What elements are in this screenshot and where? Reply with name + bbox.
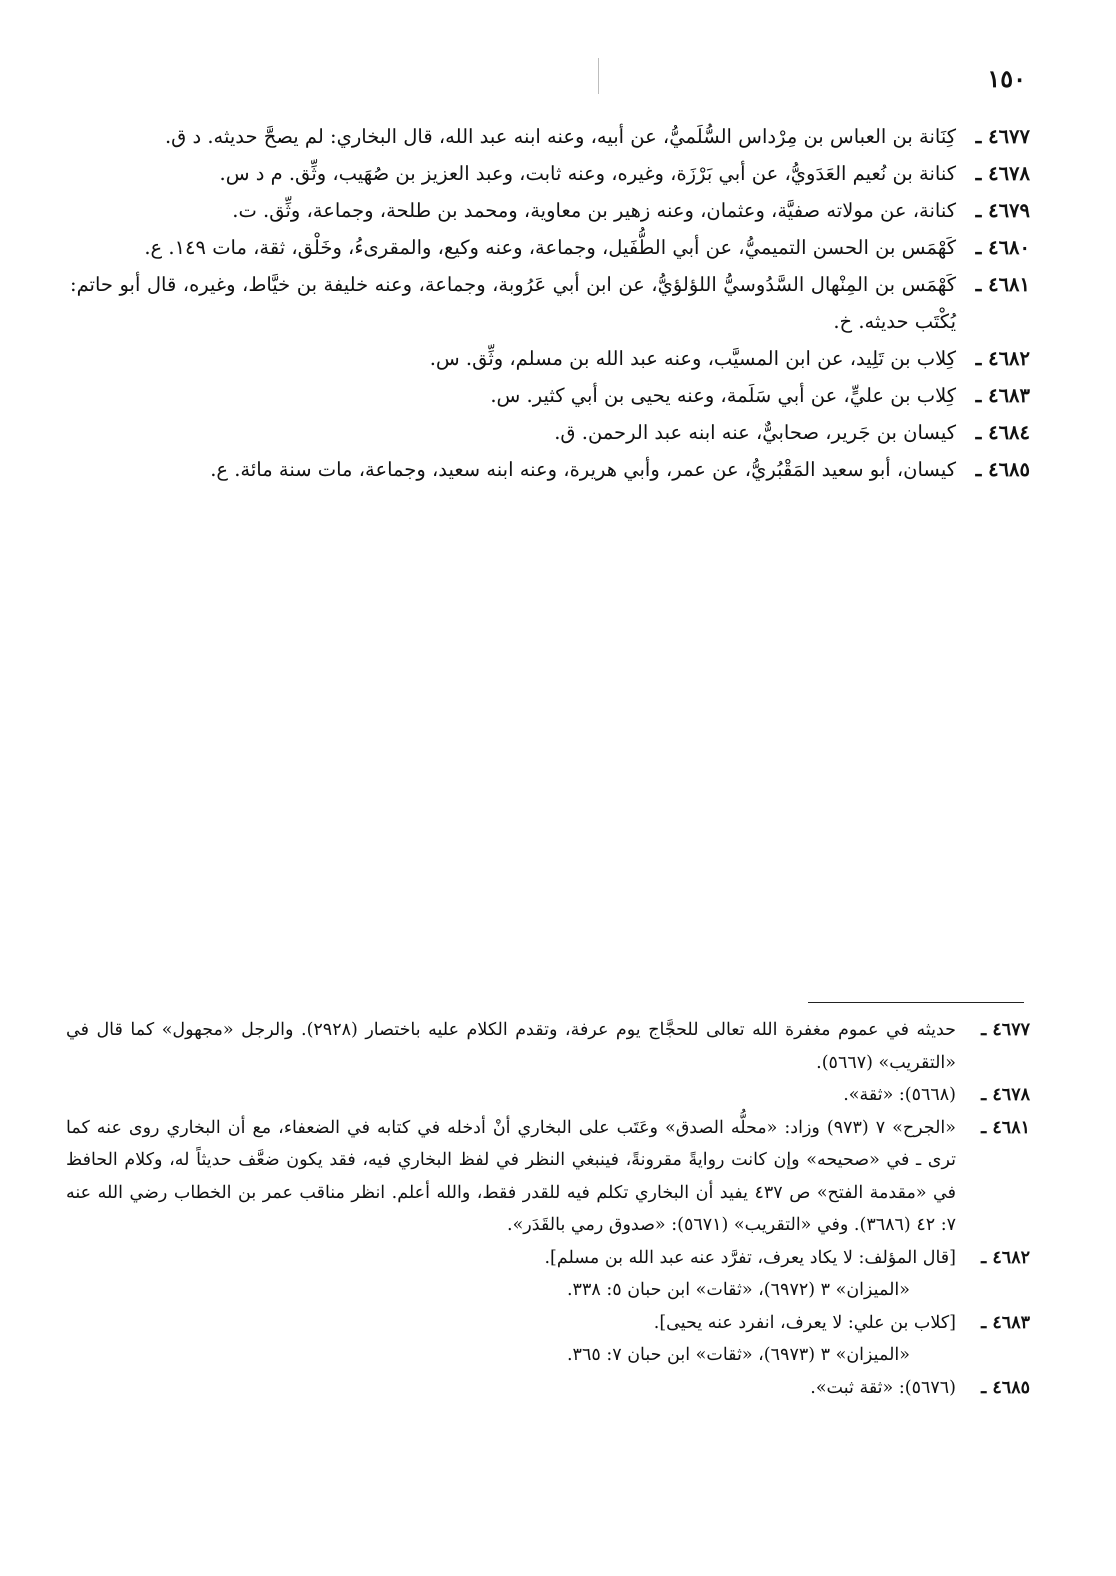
page-number: ١٥٠: [987, 64, 1026, 93]
note-4683: [66, 1307, 1030, 1340]
footnotes: [66, 1014, 1030, 1404]
note-subtext: «الميزان» ٣ (٦٩٧٣)، «ثقات» ابن حبان ٧: ٣٦٥.: [566, 1345, 910, 1365]
biography-entries: [70, 118, 1030, 488]
entry-text: كِلاب بن تَلِيد، عن ابن المسيَّب، وعنه عبد الله بن مسلم، وثِّق. س.: [429, 347, 956, 370]
entry-number: ٤٦٨٥ ـ: [975, 458, 1030, 481]
note-4682-source: [66, 1274, 1030, 1307]
entry-text: كنانة، عن مولاته صفيَّة، وعثمان، وعنه زهير بن معاوية، ومحمد بن طلحة، وجماعة، وثِّق. ت.: [232, 199, 956, 222]
entry-number: ٤٦٨١ ـ: [975, 273, 1030, 296]
entry-4679: [70, 192, 1030, 229]
note-4683-source: [66, 1339, 1030, 1372]
entry-4682: [70, 340, 1030, 377]
entry-4677: [70, 118, 1030, 155]
note-4677: [66, 1014, 1030, 1079]
note-number: ٤٦٨٥ ـ: [981, 1377, 1030, 1398]
entry-number: ٤٦٨٤ ـ: [975, 421, 1030, 444]
note-text: «الجرح» ٧ (٩٧٣) وزاد: «محلُّه الصدق» وعَتَب على البخاري أنْ أدخله في كتابه في الضعفاء، مع أن البخاري روى عنه كما ترى ـ في «صحيحه» وإن كانت روايةً مقرونةً، فينبغي النظر في لفظ البخاري فيه، فقد يكون ضعَّف حديثاً له، وكلام الحافظ في «مقدمة الفتح» ص ٤٣٧ يفيد أن البخاري تكلم فيه للقدر فقط، والله أعلم. انظر مناقب عمر بن الخطاب رضي الله عنه ٧: ٤٢ (٣٦٨٦). وفي «التقريب» (٥٦٧١): «صدوق رمي بالقَدَر».: [66, 1117, 957, 1235]
entry-number: ٤٦٨٣ ـ: [975, 384, 1030, 407]
footnote-divider: [808, 1002, 1024, 1003]
entry-number: ٤٦٧٧ ـ: [975, 125, 1030, 148]
entry-4685: [70, 451, 1030, 488]
note-number: ٤٦٨١ ـ: [981, 1117, 1030, 1138]
note-number: ٤٦٧٨ ـ: [981, 1085, 1030, 1105]
note-number: ٤٦٧٧ ـ: [981, 1020, 1030, 1040]
entry-text: كِلاب بن عليٍّ، عن أبي سَلَمة، وعنه يحيى بن أبي كثير. س.: [490, 384, 956, 407]
note-subtext: «الميزان» ٣ (٦٩٧٢)، «ثقات» ابن حبان ٥: ٣٣٨.: [566, 1280, 910, 1300]
entry-text: كَهْمَس بن الحسن التميميُّ، عن أبي الطُّفَيل، وجماعة، وعنه وكيع، والمقرىءُ، وخَلْق، ثقة، مات ١٤٩. ع.: [144, 236, 956, 259]
scan-mark: [598, 58, 599, 94]
note-text: (٥٦٧٦): «ثقة ثبت».: [810, 1377, 956, 1398]
note-4685: [66, 1372, 1030, 1405]
entry-4684: [70, 414, 1030, 451]
note-4682: [66, 1242, 1030, 1275]
entry-number: ٤٦٨٢ ـ: [975, 347, 1030, 370]
entry-text: كَهْمَس بن المِنْهال السَّدُوسيُّ اللؤلؤيُّ، عن ابن أبي عَرُوبة، وجماعة، وعنه خليفة بن خيَّاط، وغيره، قال أبو حاتم: يُكْتَب حديثه. خ.: [70, 273, 956, 333]
entry-number: ٤٦٧٩ ـ: [975, 199, 1030, 222]
entry-number: ٤٦٨٠ ـ: [975, 236, 1030, 259]
entry-4681: [70, 266, 1030, 340]
entry-4678: [70, 155, 1030, 192]
note-text: [كلاب بن علي: لا يعرف، انفرد عنه يحيى].: [653, 1312, 956, 1333]
note-number: ٤٦٨٢ ـ: [981, 1247, 1030, 1268]
note-text: حديثه في عموم مغفرة الله تعالى للحجَّاج يوم عرفة، وتقدم الكلام عليه باختصار (٢٩٢٨). والرجل «مجهول» كما قال في «التقريب» (٥٦٦٧).: [66, 1020, 956, 1073]
entry-text: كيسان، أبو سعيد المَقْبُريُّ، عن عمر، وأبي هريرة، وعنه ابنه سعيد، وجماعة، مات سنة مائة. ع.: [210, 458, 956, 481]
entry-text: كيسان بن جَرير، صحابيٌّ، عنه ابنه عبد الرحمن. ق.: [554, 421, 956, 444]
note-text: (٥٦٦٨): «ثقة».: [843, 1085, 956, 1105]
note-4678: [66, 1079, 1030, 1112]
entry-4680: [70, 229, 1030, 266]
note-number: ٤٦٨٣ ـ: [981, 1312, 1030, 1333]
note-4681: [66, 1112, 1030, 1242]
entry-text: كِنَانة بن العباس بن مِرْداس السُّلَميُّ، عن أبيه، وعنه ابنه عبد الله، قال البخاري: لم يصحَّ حديثه. د ق.: [164, 125, 956, 148]
entry-4683: [70, 377, 1030, 414]
entry-number: ٤٦٧٨ ـ: [975, 162, 1030, 185]
entry-text: كنانة بن نُعيم العَدَويُّ، عن أبي بَرْزَة، وغيره، وعنه ثابت، وعبد العزيز بن صُهَيب، وثِّق. م د س.: [219, 162, 956, 185]
note-text: [قال المؤلف: لا يكاد يعرف، تفرَّد عنه عبد الله بن مسلم].: [544, 1247, 956, 1268]
